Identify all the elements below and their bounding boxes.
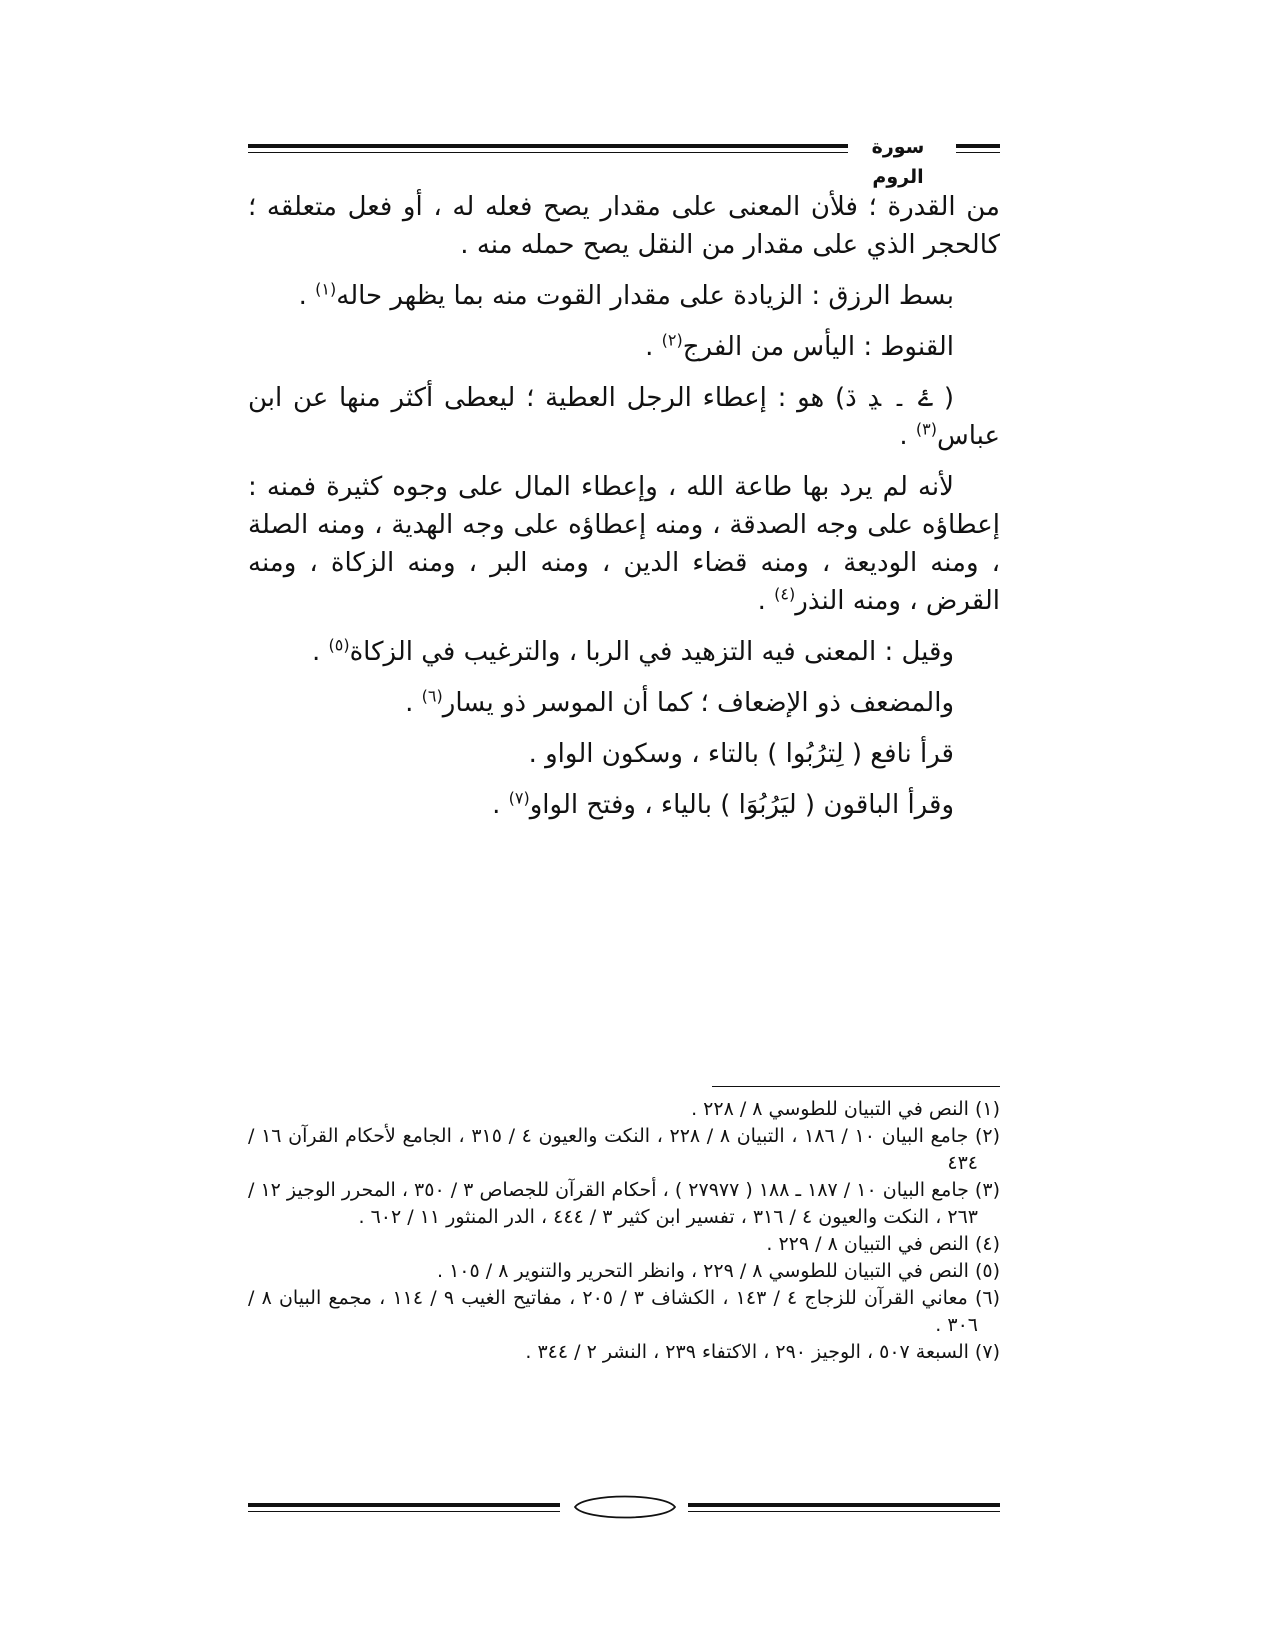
main-text bbox=[248, 188, 1000, 837]
paragraph-2 bbox=[248, 277, 1000, 315]
paragraph-end: . bbox=[405, 688, 422, 718]
footnote-ref: (١) bbox=[315, 279, 337, 299]
running-title: سورة الروم bbox=[871, 136, 925, 188]
paragraph-text: وقرأ الباقون ( ليَرُبُوَا ) بالياء ، وفتح الواو bbox=[529, 790, 954, 820]
paragraph-end: . bbox=[757, 586, 775, 616]
paragraph-text: قرأ نافع ( لِترُبُوا ) بالتاء ، وسكون الواو . bbox=[528, 739, 954, 769]
paragraph-text: القنوط : اليأس من الفرج bbox=[682, 332, 954, 362]
paragraph-9 bbox=[248, 786, 1000, 824]
paragraph-1 bbox=[248, 188, 1000, 264]
paragraph-end: . bbox=[899, 421, 916, 451]
paragraph-7 bbox=[248, 684, 1000, 722]
paragraph-6 bbox=[248, 633, 1000, 671]
footer-rule-left bbox=[248, 1503, 560, 1512]
page-header bbox=[248, 128, 1000, 188]
footnote-7: (٧) السبعة ٥٠٧ ، الوجيز ٢٩٠ ، الاكتفاء ٢٣٩ ، النشر ٢ / ٣٤٤ . bbox=[525, 1341, 1000, 1363]
page-footer bbox=[248, 1488, 1000, 1528]
paragraph-end: . bbox=[311, 637, 329, 667]
paragraph-text: ( ۓ ۔ ﮃ ﮄ) هو : إعطاء الرجل العطية ؛ ليعطى أكثر منها عن ابن عباس bbox=[248, 383, 1000, 451]
footnote-4: (٤) النص في التبيان ٨ / ٢٢٩ . bbox=[766, 1233, 1000, 1255]
footnote-ref: (٦) bbox=[421, 686, 443, 706]
paragraph-end: . bbox=[645, 332, 662, 362]
footnote-6: (٦) معاني القرآن للزجاج ٤ / ١٤٣ ، الكشاف ٣ / ٢٠٥ ، مفاتيح الغيب ٩ / ١١٤ ، مجمع البيان ٨ / ٣٠٦ . bbox=[248, 1287, 1001, 1336]
footnote-1: (١) النص في التبيان للطوسي ٨ / ٢٢٨ . bbox=[691, 1098, 1000, 1120]
paragraph-text: والمضعف ذو الإضعاف ؛ كما أن الموسر ذو يسار bbox=[442, 688, 954, 718]
header-rule bbox=[248, 144, 848, 153]
paragraph-text: لأنه لم يرد بها طاعة الله ، وإعطاء المال على وجوه كثيرة فمنه : إعطاؤه على وجه الصدقة ، ومنه إعطاؤه على وجه الهدية ، ومنه الصلة ، ومنه الوديعة ، ومنه قضاء الدين ، ومنه البر ، ومنه الزكاة ، ومنه القرض ، ومنه النذر bbox=[248, 472, 1000, 616]
footnote-2: (٢) جامع البيان ١٠ / ١٨٦ ، التبيان ٨ / ٢٢٨ ، النكت والعيون ٤ / ٣١٥ ، الجامع لأحكام القرآن ١٦ / ٤٣٤ bbox=[248, 1125, 1001, 1174]
footer-rule-right bbox=[688, 1503, 1000, 1512]
footnote-ref: (٣) bbox=[915, 419, 937, 439]
paragraph-text: وقيل : المعنى فيه التزهيد في الربا ، والترغيب في الزكاة bbox=[349, 637, 954, 667]
footnote-ref: (٢) bbox=[661, 330, 683, 350]
paragraph-4 bbox=[248, 379, 1000, 455]
page-number-oval-icon bbox=[573, 1490, 677, 1524]
paragraph-text: من القدرة ؛ فلأن المعنى على مقدار يصح فعله له ، أو فعل متعلقه ؛ كالحجر الذي على مقدار من النقل يصح حمله منه . bbox=[248, 192, 1000, 260]
footnote-3: (٣) جامع البيان ١٠ / ١٨٧ ـ ١٨٨ ( ٢٧٩٧٧ ) ، أحكام القرآن للجصاص ٣ / ٣٥٠ ، المحرر الوجيز ١٢ / ٢٦٣ ، النكت والعيون ٤ / ٣١٦ ، تفسير ابن كثير ٣ / ٤٤٤ ، الدر المنثور ١١ / ٦٠٢ . bbox=[248, 1179, 1000, 1228]
header-rule-short bbox=[956, 144, 1000, 153]
footnote-ref: (٥) bbox=[328, 635, 350, 655]
paragraph-text: بسط الرزق : الزيادة على مقدار القوت منه بما يظهر حاله bbox=[336, 281, 954, 311]
paragraph-8 bbox=[248, 735, 1000, 773]
paragraph-end: . bbox=[492, 790, 509, 820]
footnote-separator bbox=[712, 1086, 1000, 1087]
paragraph-end: . bbox=[298, 281, 316, 311]
footnote-ref: (٤) bbox=[774, 584, 796, 604]
paragraph-5 bbox=[248, 468, 1000, 620]
footnote-ref: (٧) bbox=[508, 788, 530, 808]
footnote-5: (٥) النص في التبيان للطوسي ٨ / ٢٢٩ ، وانظر التحرير والتنوير ٨ / ١٠٥ . bbox=[436, 1260, 1000, 1282]
footnotes bbox=[248, 1096, 1000, 1366]
paragraph-3 bbox=[248, 328, 1000, 366]
